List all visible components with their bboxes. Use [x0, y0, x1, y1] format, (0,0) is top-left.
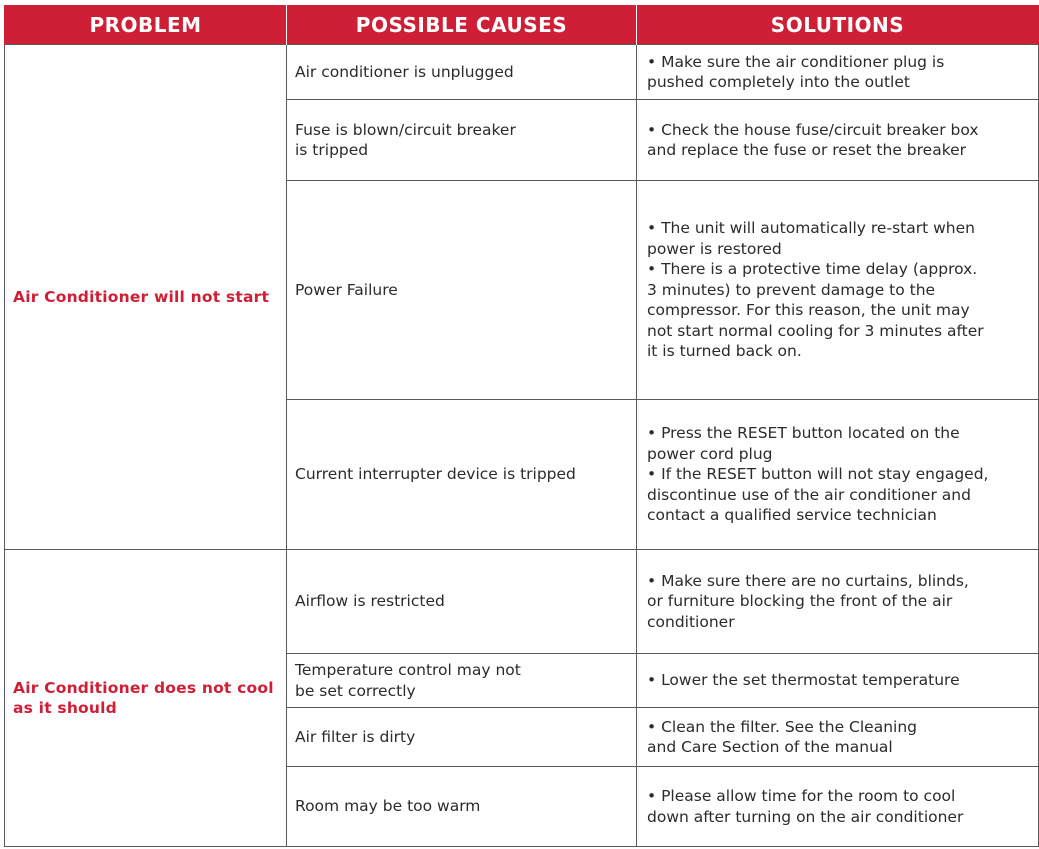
table-header — [5, 5, 1039, 45]
solution-cell: • Lower the set thermostat temperature — [637, 654, 1039, 708]
cause-cell: Current interrupter device is tripped — [287, 400, 637, 550]
cause-cell: Power Failure — [287, 181, 637, 400]
problem-cell: Air Conditioner does not cool as it should — [5, 550, 287, 847]
cause-cell: Temperature control may not be set correctly — [287, 654, 637, 708]
cause-cell: Airflow is restricted — [287, 550, 637, 654]
header-solutions: SOLUTIONS — [637, 5, 1039, 45]
solution-cell: • Make sure there are no curtains, blinds, or furniture blocking the front of the air conditioner — [637, 550, 1039, 654]
cause-cell: Air conditioner is unplugged — [287, 45, 637, 100]
solution-cell: • Clean the filter. See the Cleaning and Care Section of the manual — [637, 708, 1039, 767]
header-problem: PROBLEM — [5, 5, 287, 45]
cause-cell: Fuse is blown/circuit breaker is tripped — [287, 100, 637, 181]
header-possible-causes: POSSIBLE CAUSES — [287, 5, 637, 45]
solution-cell: • Make sure the air conditioner plug is pushed completely into the outlet — [637, 45, 1039, 100]
table-row — [5, 45, 1039, 100]
cause-cell: Air filter is dirty — [287, 708, 637, 767]
solution-cell: • Press the RESET button located on the power cord plug • If the RESET button will not stay engaged, discontinue use of the air conditioner and contact a qualified service technician — [637, 400, 1039, 550]
solution-cell: • Please allow time for the room to cool down after turning on the air conditioner — [637, 767, 1039, 847]
solution-cell: • The unit will automatically re-start when power is restored • There is a protective time delay (approx. 3 minutes) to prevent damage to the compressor. For this reason, the unit may not start normal cooling for 3 minutes after it is turned back on. — [637, 181, 1039, 400]
header-row — [5, 5, 1039, 45]
solution-cell: • Check the house fuse/circuit breaker box and replace the fuse or reset the breaker — [637, 100, 1039, 181]
table-body — [5, 45, 1039, 847]
problem-cell: Air Conditioner will not start — [5, 45, 287, 550]
troubleshooting-table — [4, 5, 1039, 847]
cause-cell: Room may be too warm — [287, 767, 637, 847]
table-row — [5, 550, 1039, 654]
